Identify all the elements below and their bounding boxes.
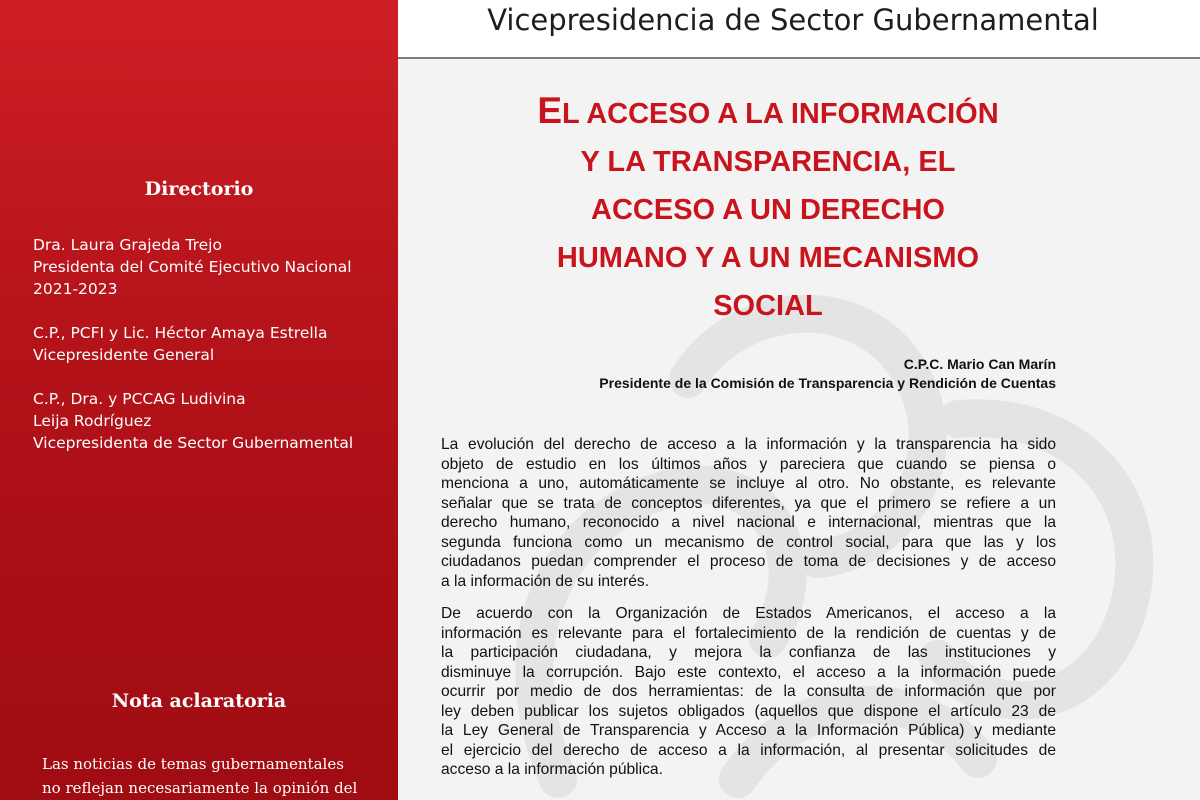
- nota-heading: Nota aclaratoria: [111, 690, 287, 712]
- body-line: La evolución del derecho de acceso a la información y la transparencia ha sido: [441, 436, 1056, 453]
- directory-line: Leija Rodríguez: [33, 412, 152, 430]
- body-line: segunda funciona como un mecanismo de control social, para que las y los: [441, 533, 1056, 551]
- article-body: [441, 435, 1056, 793]
- title-line: ACCESO A UN DERECHO: [591, 194, 945, 226]
- nota-text: [42, 752, 362, 800]
- title-initial: E: [537, 90, 563, 131]
- directory-entry: [33, 388, 393, 454]
- title-line: Y LA TRANSPARENCIA, EL: [580, 146, 956, 178]
- directory-heading: Directorio: [144, 178, 254, 200]
- nota-line: Las noticias de temas gubernamentales: [42, 755, 344, 773]
- body-line: derecho humano, reconocido a nivel nacional e internacional, mientras que la: [441, 514, 1056, 531]
- directory-entry: [33, 322, 393, 366]
- header-band: [398, 0, 1200, 59]
- body-line: información es relevante para el fortalecimiento de la rendición de cuentas y de: [441, 624, 1056, 642]
- title-line: SOCIAL: [713, 290, 823, 322]
- author-role: Presidente de la Comisión de Transparencia y Rendición de Cuentas: [599, 375, 1056, 391]
- directory-line: 2021-2023: [33, 280, 118, 298]
- sidebar: [0, 0, 398, 800]
- body-line: a la información de su interés.: [441, 572, 650, 590]
- body-line: señalar que se trata de conceptos diferentes, ya que el primero se refiere a un: [441, 494, 1056, 512]
- body-line: ocurrir por medio de dos herramientas: de la consulta de información que por: [441, 683, 1056, 700]
- directory-line: Vicepresidenta de Sector Gubernamental: [33, 434, 354, 452]
- body-line: ley deben publicar los sujetos obligados (aquellos que dispone el artículo 23 de: [441, 702, 1056, 720]
- title-line: HUMANO Y A UN MECANISMO: [556, 242, 980, 274]
- directory-line: Dra. Laura Grajeda Trejo: [33, 236, 222, 254]
- directory-line: C.P., PCFI y Lic. Héctor Amaya Estrella: [33, 324, 328, 342]
- body-line: el ejercicio del derecho de acceso a la información, al presentar solicitudes de: [441, 741, 1056, 759]
- author-name: C.P.C. Mario Can Marín: [903, 356, 1056, 372]
- body-line: acceso a la información pública.: [441, 761, 663, 778]
- author-block: [599, 355, 1056, 393]
- directory-entry: [33, 234, 393, 300]
- header-title: Vicepresidencia de Sector Gubernamental: [487, 3, 1099, 37]
- paragraph: [441, 604, 1056, 780]
- article-title: [458, 87, 1078, 330]
- body-line: ciudadanos puedan comprender el proceso de toma de decisiones y de acceso: [441, 553, 1056, 570]
- article-area: [398, 59, 1200, 800]
- nota-line: no reflejan necesariamente la opinión del: [42, 779, 358, 797]
- body-line: disminuye la corrupción. Bajo este contexto, el acceso a la información puede: [441, 663, 1056, 681]
- body-line: menciona a uno, automáticamente se incluye al otro. No obstante, es relevante: [441, 475, 1056, 492]
- body-line: objeto de estudio en los últimos años y pareciera que cuando se piensa o: [441, 455, 1056, 473]
- body-line: la participación ciudadana, y mejora la confianza de las instituciones y: [441, 644, 1056, 661]
- directory-line: C.P., Dra. y PCCAG Ludivina: [33, 390, 246, 408]
- title-line: [458, 87, 1078, 138]
- body-line: la Ley General de Transparencia y Acceso a la Información Pública) y mediante: [441, 722, 1056, 739]
- paragraph: [441, 435, 1056, 591]
- directory-list: [33, 234, 393, 476]
- body-line: De acuerdo con la Organización de Estados Americanos, el acceso a la: [441, 605, 1056, 622]
- directory-line: Vicepresidente General: [33, 346, 215, 364]
- directory-line: Presidenta del Comité Ejecutivo Nacional: [33, 258, 352, 276]
- title-line-text: L ACCESO A LA INFORMACIÓN: [562, 98, 999, 130]
